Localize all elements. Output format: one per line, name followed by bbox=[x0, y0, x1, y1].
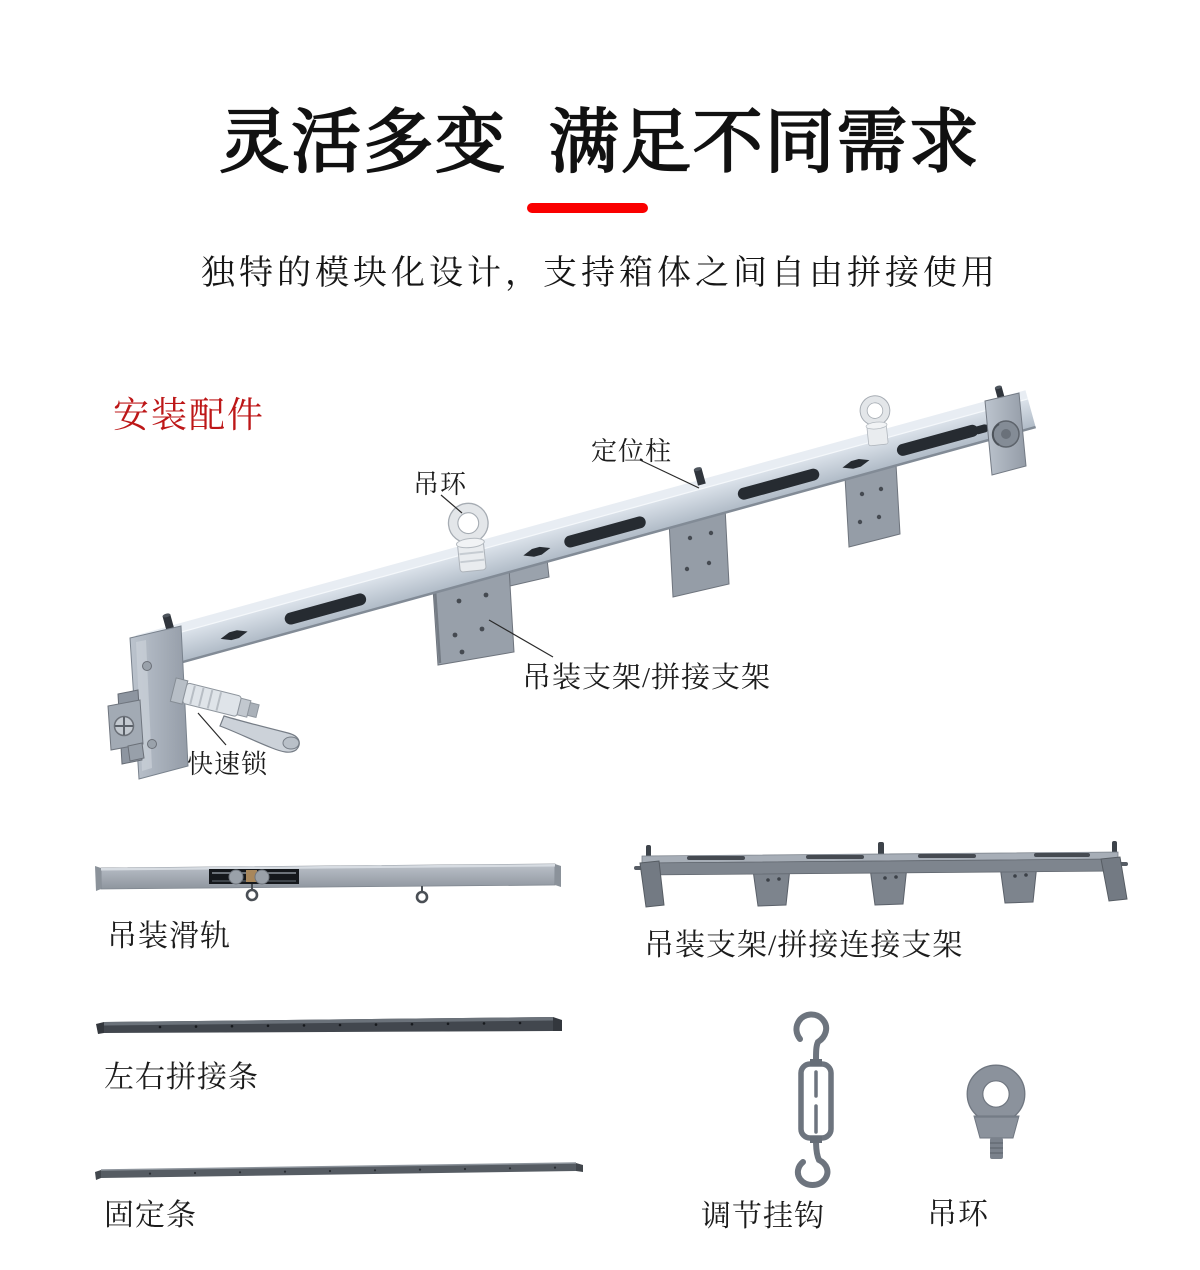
turnbuckle-illustration bbox=[796, 1014, 831, 1185]
quick-lock-bolt bbox=[170, 678, 299, 752]
part-label-fixing-strip: 固定条 bbox=[104, 1199, 197, 1232]
callout-lifting-ring: 吊环 bbox=[413, 470, 468, 499]
part-label-splice-strip: 左右拼接条 bbox=[104, 1061, 259, 1094]
part-label-turnbuckle: 调节挂钩 bbox=[701, 1200, 825, 1233]
callout-hanging-splicing-bracket: 吊装支架/拼接支架 bbox=[522, 662, 772, 694]
splice-strip-illustration bbox=[96, 1017, 562, 1034]
part-label-bracket-bar: 吊装支架/拼接连接支架 bbox=[644, 929, 964, 962]
page-subtitle: 独特的模块化设计，支持箱体之间自由拼接使用 bbox=[201, 254, 999, 292]
callout-positioning-post: 定位柱 bbox=[591, 437, 673, 466]
part-label-eyebolt: 吊环 bbox=[927, 1198, 989, 1231]
bracket-bar-illustration bbox=[634, 841, 1128, 907]
main-rail bbox=[132, 378, 1036, 674]
callout-quick-lock: 快速锁 bbox=[187, 750, 269, 779]
part-label-slide-rail: 吊装滑轨 bbox=[107, 920, 231, 953]
clamp-assembly bbox=[108, 690, 144, 764]
fixing-strip-illustration bbox=[95, 1163, 583, 1180]
page-title: 灵活多变 满足不同需求 bbox=[219, 103, 981, 181]
rail-end-plate-right bbox=[985, 393, 1026, 475]
slide-rail-illustration bbox=[95, 864, 561, 902]
section-label: 安装配件 bbox=[113, 394, 266, 435]
main-assembly-illustration bbox=[108, 378, 1036, 779]
eyebolt-illustration bbox=[967, 1065, 1025, 1159]
slide-rail-hook-2 bbox=[417, 886, 427, 902]
